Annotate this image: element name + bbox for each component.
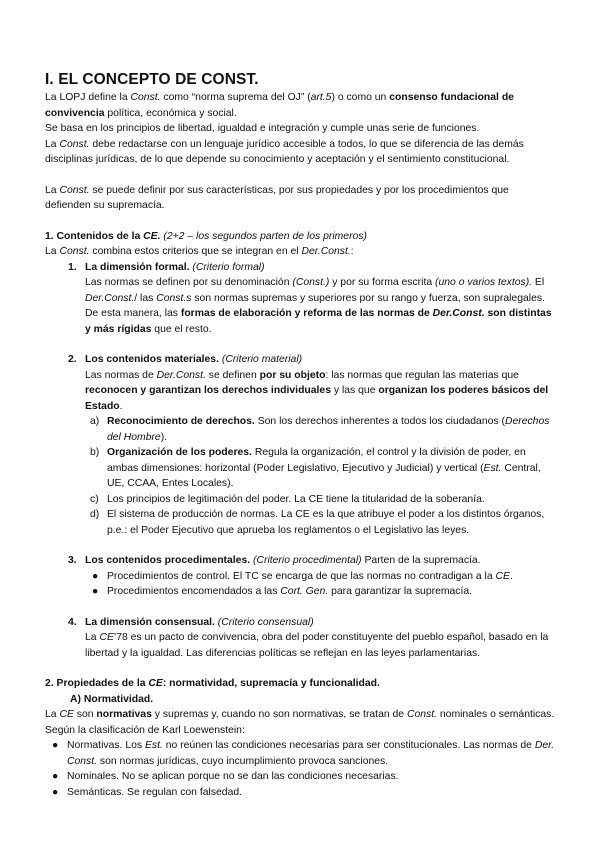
bullet-icon: ●: [52, 771, 59, 782]
text: Reconocimiento de derechos.: [107, 416, 255, 427]
text: :: [350, 246, 354, 257]
text: son normas jurídicas, cuyo incumplimiento provoca sanciones.: [97, 755, 389, 767]
text: se definen: [205, 369, 260, 381]
text: y las que: [331, 385, 379, 396]
list-item: [45, 352, 555, 414]
text: (2+2 – los segundos parten de los primeros): [160, 230, 367, 242]
intro-paragraph-3: [45, 137, 555, 168]
text: Est.: [144, 740, 163, 751]
text: Cort. Gen.: [280, 586, 329, 597]
list-item: [45, 553, 555, 569]
item-number: 4.: [68, 616, 77, 628]
item-number: 1.: [68, 261, 77, 273]
text: Der. Const.: [67, 740, 555, 767]
text: Las normas se definen por su denominación: [85, 277, 293, 288]
text: .: [509, 570, 513, 582]
text: (Criterio formal): [189, 261, 265, 273]
item-label: a): [90, 416, 100, 427]
text: (Const.): [292, 277, 330, 288]
text: organizan los poderes básicos del Estado: [85, 385, 549, 412]
document-page: [45, 71, 555, 800]
list-item: [45, 414, 555, 445]
text: Derechos del Hombre: [107, 416, 550, 443]
section-1-lead: [45, 244, 555, 260]
text: reconocen y garantizan los derechos individuales: [85, 385, 331, 396]
list-item: [45, 507, 555, 538]
text: Semánticas. Se regulan con falsedad.: [67, 786, 243, 798]
list-item: [45, 445, 555, 492]
text: por su objeto: [259, 369, 326, 381]
item-label: c): [90, 493, 99, 505]
text: ’78 es un pacto de convivencia, obra del poder constituyente del pueblo español, basado en la libertad y la igualdad. Las diferencias políticas se reflejan en las leyes parlamentarias.: [85, 632, 549, 659]
bullet-icon: ●: [92, 586, 99, 597]
text: : normatividad, supremacía y funcionalidad.: [162, 678, 380, 689]
text: nominales o semánticas. Según la clasificación de Karl Loewenstein:: [45, 709, 555, 736]
text: Los principios de legitimación del poder. La CE tiene la titularidad de la soberanía.: [107, 493, 485, 505]
text: ).: [160, 431, 168, 443]
text: Son los derechos inherentes a todos los ciudadanos (: [254, 416, 505, 427]
text: 2. Propiedades de la: [45, 678, 149, 689]
text: La: [45, 709, 60, 720]
text: Procedimientos encomendados a las: [107, 586, 281, 597]
page-title: I. EL CONCEPTO DE CONST.: [45, 71, 259, 88]
text: Der.Const.: [85, 292, 135, 304]
item-label: b): [90, 447, 100, 458]
text: como “norma suprema del OJ” (: [160, 92, 311, 103]
text: no reúnen las condiciones necesarias para ser constitucionales. Las normas de: [162, 740, 535, 751]
intro-paragraph-1: [45, 90, 555, 121]
text: La: [45, 184, 60, 196]
text: Const.: [59, 138, 90, 150]
text: (Criterio material): [218, 354, 303, 365]
text: / las: [134, 292, 157, 304]
text: Const.: [406, 709, 437, 720]
text: Parten de la supremacía.: [361, 555, 481, 566]
text: formas de elaboración y reforma de las normas de: [180, 308, 433, 319]
text: El sistema de producción de normas. La CE es la que atribuye el poder a los distintos órganos, p.e.: el Poder Ejecutivo que aprueba los reglamentos o el Legislativo las leyes.: [107, 509, 545, 536]
bullet-icon: ●: [52, 786, 59, 798]
section-heading-1: [45, 229, 555, 245]
item-heading: Los contenidos procedimentales.: [85, 555, 251, 566]
list-item: [45, 569, 555, 585]
text: (Criterio consensual): [214, 616, 314, 628]
text: Normativas. Los: [67, 740, 145, 751]
text: Las normas de: [85, 369, 157, 381]
item-label: d): [90, 509, 100, 520]
item-heading: La dimensión formal.: [85, 261, 190, 273]
text: se puede definir por sus características, por sus propiedades y por los procedimientos que defienden su supremacía.: [45, 184, 509, 211]
text: .: [119, 400, 123, 412]
text: La: [45, 246, 60, 257]
text: política, económica y social.: [104, 107, 237, 119]
text: y por su forma escrita: [329, 277, 436, 288]
text: (uno o varios textos).: [435, 277, 533, 288]
text: Central, UE, CCAA, Entes Locales).: [107, 462, 541, 489]
item-heading: Los contenidos materiales.: [85, 354, 219, 365]
text: CE.: [143, 230, 161, 242]
text: Regula la organización, el control y la división de poder, en ambas dimensiones: horizontal (Poder Legislativo, Ejecutivo y Judicial) y vertical (: [107, 447, 526, 474]
intro-paragraph-4: [45, 183, 555, 214]
text: CE: [99, 632, 114, 643]
list-item: [45, 492, 555, 508]
text: El: [532, 277, 545, 288]
list-item: [45, 738, 555, 769]
text: consenso fundacional de convivencia: [45, 92, 514, 119]
text: Nominales. No se aplican porque no se dan las condiciones necesarias.: [67, 771, 399, 782]
list-item: [45, 615, 555, 662]
list-item: [45, 260, 555, 338]
intro-paragraph-2: Se basa en los principios de libertad, igualdad e integración y cumple unas serie de funciones.: [45, 123, 480, 134]
text: 1. Contenidos de la: [45, 230, 144, 242]
text: Der.Const.: [301, 246, 351, 257]
text: Const.: [59, 184, 90, 196]
text: : las normas que regulan las materias que: [325, 369, 519, 381]
text: son distintas y más rígidas: [85, 308, 552, 335]
text: Const.s: [156, 292, 192, 304]
text: Procedimientos de control. El TC se encarga de que las normas no contradigan a la: [107, 570, 496, 582]
text: ) o como un: [331, 92, 390, 103]
text: (Criterio procedimental): [250, 555, 362, 566]
text: Der.Const.: [156, 369, 206, 381]
text: art.5: [310, 92, 332, 103]
text: Der.Const.: [432, 308, 485, 319]
text: CE: [59, 709, 74, 720]
text: Est.: [483, 462, 502, 474]
text: Const.: [130, 92, 161, 103]
text: Const.: [59, 246, 90, 257]
text: La: [85, 632, 100, 643]
list-item: [45, 584, 555, 600]
item-heading: La dimensión consensual.: [85, 616, 215, 628]
text: para garantizar la supremacía.: [328, 586, 473, 597]
text: CE: [495, 570, 510, 582]
text: y supremas y, cuando no son normativas, se tratan de: [151, 709, 407, 720]
bullet-icon: ●: [52, 740, 59, 751]
list-item: [45, 769, 555, 785]
text: son normas supremas y superiores por su rango y fuerza, son supralegales. De esta manera, las: [85, 292, 545, 319]
text: combina estos criterios que se integran en el: [89, 246, 302, 257]
bullet-icon: ●: [92, 570, 99, 582]
text: Organización de los poderes.: [107, 447, 252, 458]
text: son: [73, 709, 97, 720]
text: CE: [148, 678, 163, 689]
text: La: [45, 138, 60, 150]
text: que el resto.: [151, 323, 212, 335]
section-heading-2: [45, 676, 555, 692]
list-item: [45, 785, 555, 801]
item-number: 2.: [68, 354, 77, 365]
text: debe redactarse con un lenguaje jurídico accesible a todos, lo que se diferencia de las demás disciplinas jurídicas, de lo que depende su conocimiento y aceptación y el sentimiento constitucional.: [45, 138, 524, 165]
section-2-paragraph: [45, 707, 555, 738]
text: La LOPJ define la: [45, 92, 131, 103]
subsection-heading: A) Normatividad.: [70, 693, 154, 705]
text: normativas: [96, 709, 152, 720]
item-number: 3.: [68, 555, 77, 566]
